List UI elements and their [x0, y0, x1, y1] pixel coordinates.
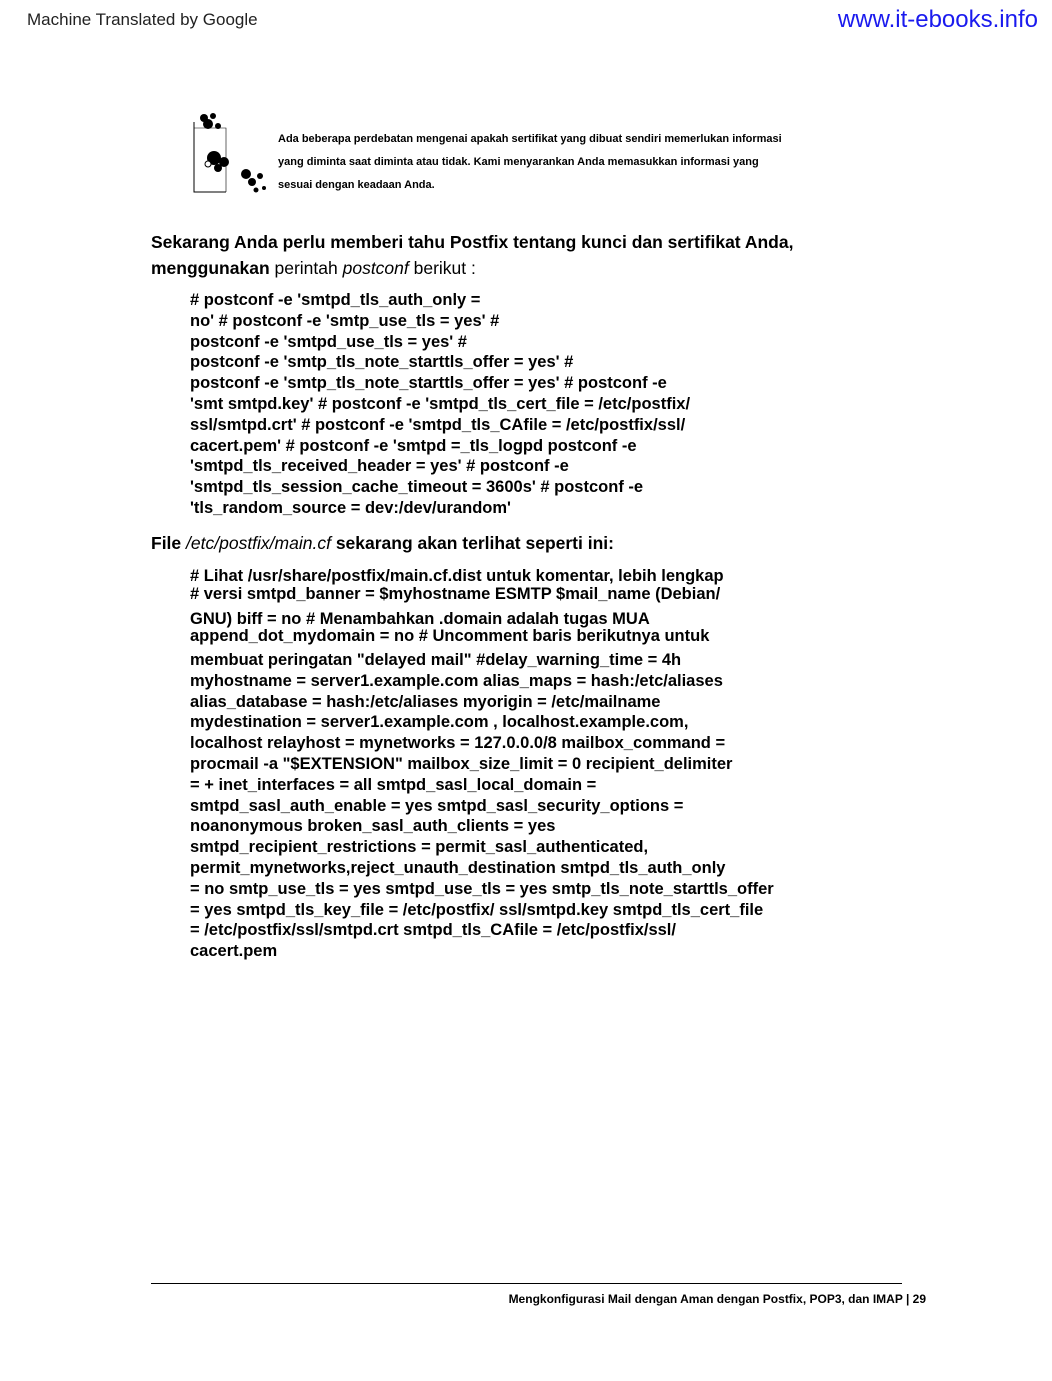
code-line: localhost relayhost = mynetworks = 127.0.0.0/8 mailbox_command =: [190, 734, 726, 752]
code-line: no' # postconf -e 'smtp_use_tls = yes' #: [190, 311, 500, 330]
code-line: myhostname = server1.example.com alias_maps = hash:/etc/aliases: [190, 672, 723, 690]
code-line: = /etc/postfix/ssl/smtpd.crt smtpd_tls_CAfile = /etc/postfix/ssl/: [190, 921, 676, 939]
footer-rule: [151, 1283, 902, 1284]
intro-line-2: menggunakan perintah postconf berikut :: [151, 258, 476, 278]
code-line: smtpd_sasl_auth_enable = yes smtpd_sasl_security_options =: [190, 797, 684, 815]
note-line: Ada beberapa perdebatan mengenai apakah sertifikat yang dibuat sendiri memerlukan informasi: [278, 133, 782, 145]
code-line: = yes smtpd_tls_key_file = /etc/postfix/ ssl/smtpd.key smtpd_tls_cert_file: [190, 901, 764, 919]
code-line: # Lihat /usr/share/postfix/main.cf.dist untuk komentar, lebih lengkap: [190, 567, 724, 585]
code-line: postconf -e 'smtp_tls_note_starttls_offer = yes' #: [190, 353, 574, 372]
code-line: 'tls_random_source = dev:/dev/urandom': [190, 499, 511, 517]
code-line: append_dot_mydomain = no # Uncomment baris berikutnya untuk: [190, 627, 710, 645]
footer-text: Mengkonfigurasi Mail dengan Aman dengan Postfix, POP3, dan IMAP | 29: [508, 1292, 926, 1306]
code-line: # versi smtpd_banner = $myhostname ESMTP $mail_name (Debian/: [190, 585, 721, 603]
code-line: postconf -e 'smtpd_use_tls = yes' #: [190, 332, 467, 351]
code-line: alias_database = hash:/etc/aliases myorigin = /etc/mailname: [190, 693, 661, 711]
note-line: yang diminta saat diminta atau tidak. Kami menyarankan Anda memasukkan informasi yang: [278, 156, 759, 168]
code-line: smtpd_recipient_restrictions = permit_sasl_authenticated,: [190, 838, 649, 856]
site-link[interactable]: www.it-ebooks.info: [837, 6, 1038, 33]
code-line: postconf -e 'smtp_tls_note_starttls_offer = yes' # postconf -e: [190, 374, 667, 393]
code-line: ssl/smtpd.crt' # postconf -e 'smtpd_tls_CAfile = /etc/postfix/ssl/: [190, 415, 686, 434]
intro-line-1: Sekarang Anda perlu memberi tahu Postfix tentang kunci dan sertifikat Anda,: [151, 232, 794, 252]
code-line: membuat peringatan "delayed mail" #delay_warning_time = 4h: [190, 651, 682, 669]
code-line: procmail -a "$EXTENSION" mailbox_size_limit = 0 recipient_delimiter: [190, 755, 733, 773]
code-line: = no smtp_use_tls = yes smtpd_use_tls = yes smtp_tls_note_starttls_offer: [190, 880, 774, 898]
code-line: # postconf -e 'smtpd_tls_auth_only =: [190, 291, 481, 309]
file-intro: File /etc/postfix/main.cf sekarang akan terlihat seperti ini:: [151, 533, 614, 553]
code-line: cacert.pem: [190, 942, 278, 960]
code-line: = + inet_interfaces = all smtpd_sasl_local_domain =: [190, 776, 597, 794]
machine-translated-label: Machine Translated by Google: [27, 10, 258, 29]
code-line: 'smt smtpd.key' # postconf -e 'smtpd_tls_cert_file = /etc/postfix/: [190, 395, 691, 413]
code-line: 'smtpd_tls_session_cache_timeout = 3600s' # postconf -e: [190, 478, 644, 497]
code-line: GNU) biff = no # Menambahkan .domain adalah tugas MUA: [190, 610, 650, 628]
code-line: mydestination = server1.example.com , localhost.example.com,: [190, 713, 689, 731]
code-line: permit_mynetworks,reject_unauth_destination smtpd_tls_auth_only: [190, 859, 726, 877]
note-line: sesuai dengan keadaan Anda.: [278, 179, 435, 191]
code-line: noanonymous broken_sasl_auth_clients = yes: [190, 817, 556, 835]
code-line: 'smtpd_tls_received_header = yes' # postconf -e: [190, 457, 569, 476]
code-line: cacert.pem' # postconf -e 'smtpd =_tls_logpd postconf -e: [190, 436, 637, 455]
note-text: [278, 128, 858, 197]
raccoon-tip-icon: [188, 110, 270, 202]
